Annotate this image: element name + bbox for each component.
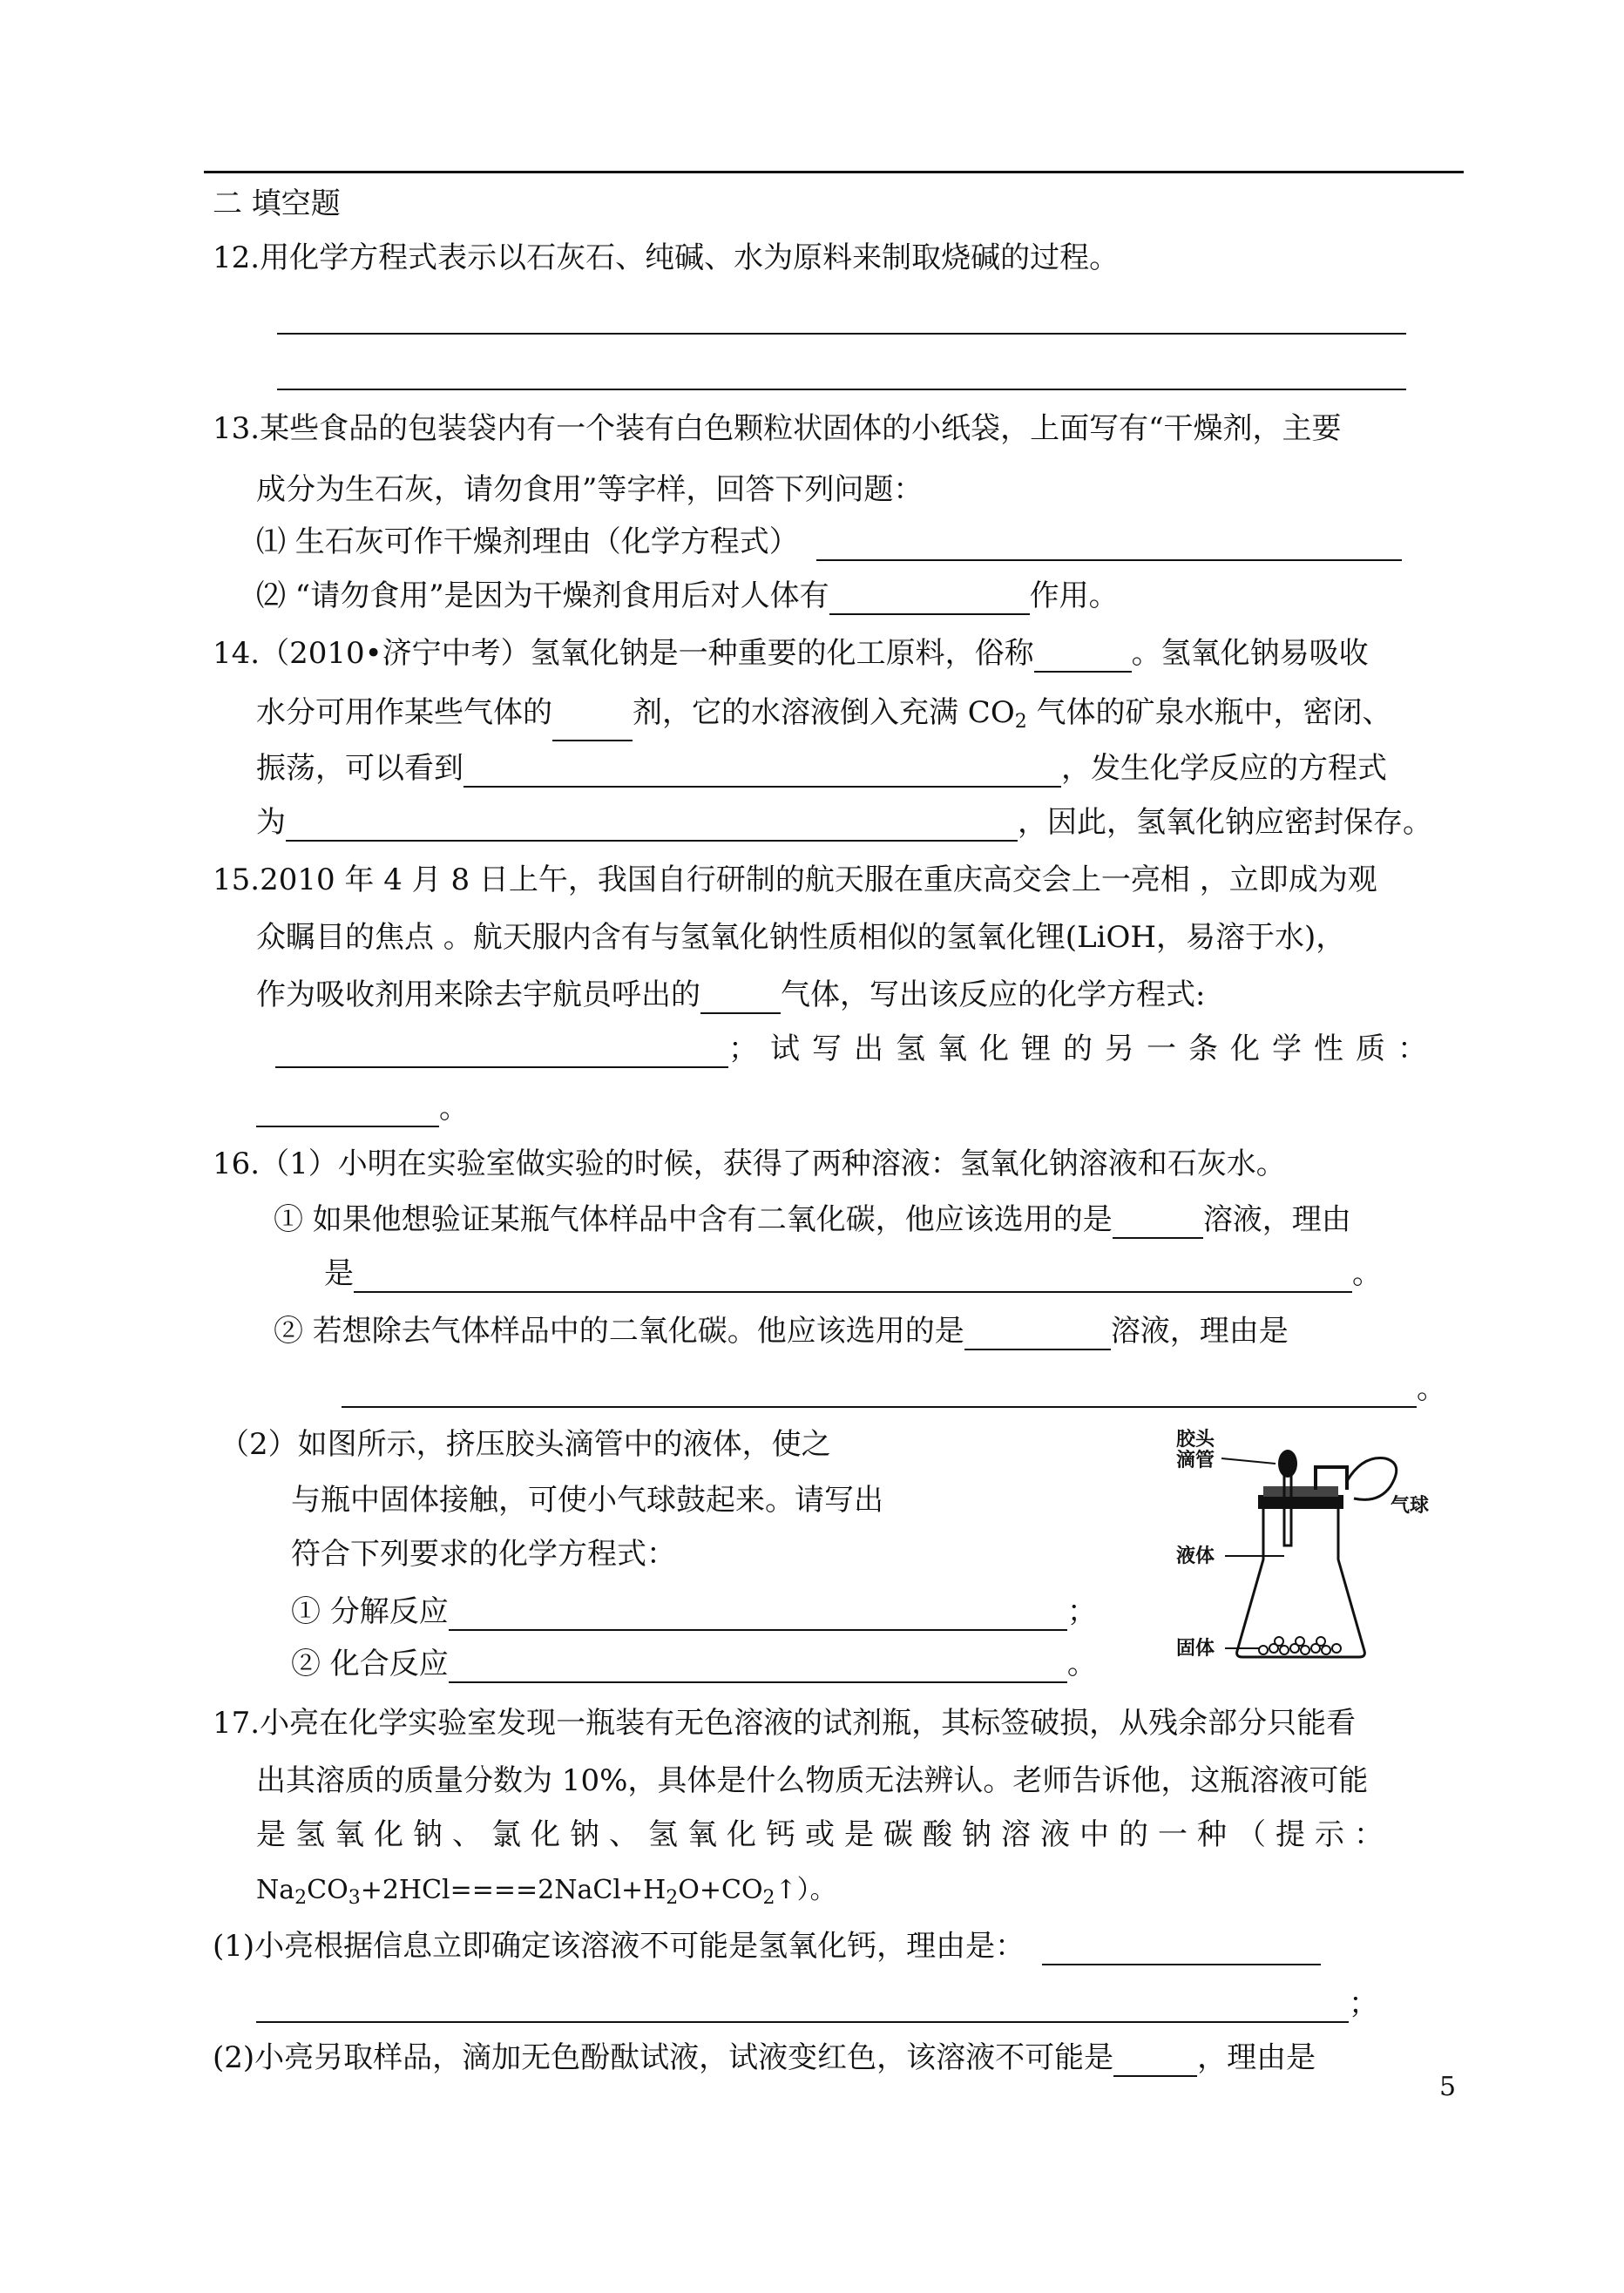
- q17-blank-reason-1[interactable]: [1042, 1934, 1321, 1965]
- label-dropper-line-2: 滴管: [1176, 1450, 1215, 1471]
- question-15-line-2: 众瞩目的焦点 。航天服内含有与氢氧化钠性质相似的氢氧化锂(LiOH，易溶于水)，: [256, 920, 1346, 955]
- question-14-line-1: 14.（2010•济宁中考）氢氧化钠是一种重要的化工原料，俗称 。氢氧化钠易吸收: [213, 636, 1369, 671]
- question-17-part-2: (2)小亮另取样品，滴加无色酚酞试液，试液变红色，该溶液不可能是 ，理由是: [213, 2040, 1316, 2075]
- label-solid: 固体: [1176, 1638, 1215, 1660]
- q16-blank-decomposition[interactable]: [449, 1600, 1067, 1631]
- question-16-part-2-line-2: 与瓶中固体接触，可使小气球鼓起来。请写出: [291, 1483, 883, 1518]
- label-liquid: 液体: [1176, 1546, 1215, 1567]
- section-heading: 二 填空题: [213, 186, 341, 221]
- label-dropper-line-1: 胶头: [1176, 1429, 1215, 1451]
- question-16-item-1: ① 如果他想验证某瓶气体样品中含有二氧化碳，他应该选用的是 溶液，理由: [274, 1202, 1351, 1237]
- question-13-part-1: ⑴ 生石灰可作干燥剂理由（化学方程式）: [256, 523, 1402, 561]
- q13-blank-2[interactable]: [829, 584, 1030, 615]
- question-17-part-1: (1)小亮根据信息立即确定该溶液不可能是氢氧化钙，理由是：: [213, 1927, 1321, 1965]
- question-15-line-5: 。: [256, 1089, 469, 1127]
- question-17-line-3: 是氢氧化钠、氯化钠、氢氧化钙或是碳酸钠溶液中的一种（提示：: [256, 1817, 1393, 1852]
- question-16-reaction-1: ① 分解反应 ；: [291, 1594, 1097, 1629]
- q16-blank-solution-2[interactable]: [964, 1319, 1111, 1350]
- question-15-line-3: 作为吸收剂用来除去宇航员呼出的 气体，写出该反应的化学方程式:: [256, 977, 1206, 1012]
- question-16-item-2: ② 若想除去气体样品中的二氧化碳。他应该选用的是 溶液，理由是: [274, 1314, 1289, 1349]
- question-16-part-2-line-1: （2）如图所示，挤压胶头滴管中的液体，使之: [220, 1427, 831, 1462]
- q14-blank-agent[interactable]: [552, 710, 633, 741]
- q14-blank-common-name[interactable]: [1034, 641, 1132, 673]
- question-15-line-1: 15.2010 年 4 月 8 日上午，我国自行研制的航天服在重庆高交会上一亮相 ，立即成为观: [213, 862, 1377, 897]
- question-17-equation: $Na_2CO_3+2HCl====2NaCl+H_2O+CO_2↑$）。: [256, 1875, 836, 1909]
- q16-blank-combination[interactable]: [449, 1652, 1067, 1683]
- question-16-item-1-reason: 是 。: [324, 1256, 1382, 1291]
- question-14-line-4: 为 ，因此，氢氧化钠应密封保存。: [256, 805, 1432, 840]
- question-13-line-2: 成分为生石灰，请勿食用”等字样，回答下列问题：: [256, 472, 924, 507]
- question-13-part-2: ⑵ “请勿食用”是因为干燥剂食用后对人体有 作用。: [256, 578, 1119, 613]
- question-15-line-4: ；试写出氢氧化锂的另一条化学性质：: [275, 1030, 1439, 1068]
- page-number: 5: [1439, 2072, 1457, 2102]
- q14-blank-observation[interactable]: [464, 756, 1061, 788]
- apparatus-figure: [1176, 1429, 1438, 1673]
- q15-blank-equation[interactable]: [275, 1037, 728, 1068]
- question-17-line-2: 出其溶质的质量分数为 10%，具体是什么物质无法辨认。老师告诉他，这瓶溶液可能: [256, 1763, 1369, 1798]
- q15-blank-gas[interactable]: [700, 983, 781, 1014]
- label-balloon: 气球: [1391, 1495, 1430, 1517]
- header-rule: [204, 171, 1464, 173]
- question-16-reaction-2: ② 化合反应 。: [291, 1647, 1097, 1681]
- question-16-item-2-reason: 。: [342, 1370, 1446, 1408]
- q16-blank-reason-1[interactable]: [354, 1261, 1352, 1293]
- q15-blank-property[interactable]: [256, 1096, 439, 1127]
- q13-blank-1[interactable]: [816, 530, 1402, 561]
- q14-blank-equation[interactable]: [286, 810, 1018, 842]
- question-17-line-1: 17.小亮在化学实验室发现一瓶装有无色溶液的试剂瓶，其标签破损，从残余部分只能看: [213, 1706, 1357, 1741]
- q17-blank-reason-1b[interactable]: [256, 1992, 1349, 2023]
- q16-blank-reason-2[interactable]: [342, 1376, 1417, 1408]
- q16-blank-solution-1[interactable]: [1113, 1207, 1203, 1239]
- q12-answer-line-1[interactable]: [277, 333, 1406, 335]
- question-14-line-2: 水分可用作某些气体的 剂，它的水溶液倒入充满 $CO_2$ 气体的矿泉水瓶中，密闭、: [256, 693, 1392, 741]
- question-17-part-1-cont: ；: [256, 1985, 1378, 2023]
- q17-blank-not-possible[interactable]: [1113, 2046, 1197, 2077]
- question-16-line-1: 16.（1）小明在实验室做实验的时候，获得了两种溶液：氢氧化钠溶液和石灰水。: [213, 1146, 1286, 1181]
- question-12-text: 12.用化学方程式表示以石灰石、纯碱、水为原料来制取烧碱的过程。: [213, 240, 1120, 275]
- question-13-line-1: 13.某些食品的包装袋内有一个装有白色颗粒状固体的小纸袋，上面写有“干燥剂，主要: [213, 411, 1342, 446]
- flask-diagram: [1176, 1429, 1438, 1673]
- q12-answer-line-2[interactable]: [277, 389, 1406, 390]
- question-16-part-2-line-3: 符合下列要求的化学方程式：: [291, 1537, 676, 1572]
- question-14-line-3: 振荡，可以看到 ，发生化学反应的方程式: [256, 751, 1387, 786]
